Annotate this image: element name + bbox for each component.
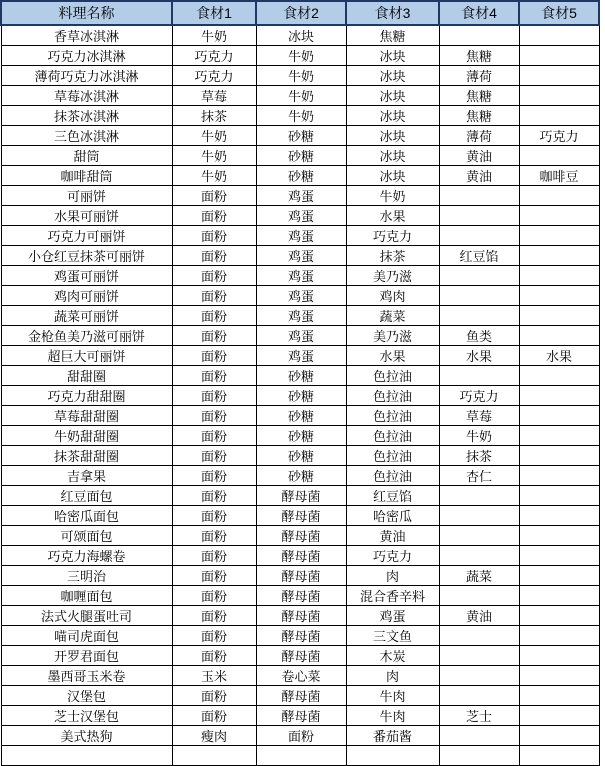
- ingredient-cell[interactable]: 木炭: [346, 646, 439, 666]
- ingredient-cell[interactable]: 肉: [346, 566, 439, 586]
- dish-name-cell[interactable]: 超巨大可丽饼: [1, 346, 172, 366]
- dish-name-cell[interactable]: 三色冰淇淋: [1, 126, 172, 146]
- ingredient-cell[interactable]: 酵母菌: [256, 686, 346, 706]
- ingredient-cell[interactable]: 砂糖: [256, 366, 346, 386]
- ingredient-cell[interactable]: 酵母菌: [256, 706, 346, 726]
- ingredient-cell[interactable]: 酵母菌: [256, 546, 346, 566]
- dish-name-cell[interactable]: 小仓红豆抹茶可丽饼: [1, 246, 172, 266]
- ingredient-cell[interactable]: [519, 106, 599, 126]
- ingredient-cell[interactable]: [519, 206, 599, 226]
- dish-name-cell[interactable]: 芝士汉堡包: [1, 706, 172, 726]
- ingredient-cell[interactable]: 面粉: [172, 326, 256, 346]
- column-header[interactable]: 料理名称: [1, 1, 172, 25]
- dish-name-cell[interactable]: 薄荷巧克力冰淇淋: [1, 66, 172, 86]
- ingredient-cell[interactable]: 面粉: [172, 266, 256, 286]
- ingredient-cell[interactable]: [519, 646, 599, 666]
- ingredient-cell[interactable]: 抹茶: [172, 106, 256, 126]
- table-row: [1, 426, 599, 446]
- table-row: [1, 106, 599, 126]
- table-row: [1, 366, 599, 386]
- dish-name-cell[interactable]: 甜筒: [1, 146, 172, 166]
- ingredient-cell[interactable]: 冰块: [346, 106, 439, 126]
- ingredient-cell[interactable]: 鸡蛋: [256, 306, 346, 326]
- ingredient-cell[interactable]: 薄荷: [439, 66, 519, 86]
- ingredient-cell[interactable]: [519, 506, 599, 526]
- ingredient-cell[interactable]: [519, 566, 599, 586]
- ingredient-cell[interactable]: 面粉: [172, 706, 256, 726]
- ingredient-cell[interactable]: 色拉油: [346, 366, 439, 386]
- dish-name-cell[interactable]: 红豆面包: [1, 486, 172, 506]
- ingredient-cell[interactable]: 玉米: [172, 666, 256, 686]
- ingredient-cell[interactable]: 巧克力: [346, 226, 439, 246]
- ingredient-cell[interactable]: 鸡蛋: [256, 186, 346, 206]
- dish-name-cell[interactable]: 巧克力海螺卷: [1, 546, 172, 566]
- ingredient-cell[interactable]: 色拉油: [346, 386, 439, 406]
- dish-name-cell[interactable]: 三明治: [1, 566, 172, 586]
- ingredient-cell[interactable]: 冰块: [346, 66, 439, 86]
- dish-name-cell[interactable]: 开罗君面包: [1, 646, 172, 666]
- ingredient-cell[interactable]: 砂糖: [256, 446, 346, 466]
- ingredient-cell[interactable]: 面粉: [172, 486, 256, 506]
- ingredient-cell[interactable]: 水果: [346, 206, 439, 226]
- dish-name-cell[interactable]: 巧克力冰淇淋: [1, 46, 172, 66]
- ingredient-cell[interactable]: 面粉: [172, 286, 256, 306]
- dish-name-cell[interactable]: 可丽饼: [1, 186, 172, 206]
- ingredient-cell[interactable]: 牛奶: [172, 146, 256, 166]
- ingredient-cell[interactable]: 三文鱼: [346, 626, 439, 646]
- ingredient-cell[interactable]: 面粉: [172, 586, 256, 606]
- ingredient-cell[interactable]: 面粉: [256, 726, 346, 746]
- column-header[interactable]: 食材5: [519, 1, 599, 25]
- table-row: [1, 526, 599, 546]
- dish-name-cell[interactable]: 甜甜圈: [1, 366, 172, 386]
- ingredient-cell[interactable]: 面粉: [172, 686, 256, 706]
- ingredient-cell[interactable]: [439, 506, 519, 526]
- dish-name-cell[interactable]: 蔬菜可丽饼: [1, 306, 172, 326]
- ingredient-cell[interactable]: [519, 86, 599, 106]
- ingredient-cell[interactable]: 面粉: [172, 506, 256, 526]
- ingredient-cell[interactable]: 咖啡豆: [519, 166, 599, 186]
- ingredient-cell[interactable]: [439, 646, 519, 666]
- ingredient-cell[interactable]: 面粉: [172, 426, 256, 446]
- ingredient-cell[interactable]: [519, 626, 599, 646]
- table-row: [1, 86, 599, 106]
- ingredient-cell[interactable]: 砂糖: [256, 166, 346, 186]
- ingredient-cell[interactable]: [519, 326, 599, 346]
- ingredient-cell[interactable]: 面粉: [172, 306, 256, 326]
- ingredient-cell[interactable]: 鸡蛋: [256, 206, 346, 226]
- ingredient-cell[interactable]: 酵母菌: [256, 586, 346, 606]
- ingredient-cell[interactable]: 红豆馅: [346, 486, 439, 506]
- dish-name-cell[interactable]: 巧克力可丽饼: [1, 226, 172, 246]
- ingredient-cell[interactable]: 鸡蛋: [256, 346, 346, 366]
- column-header[interactable]: 食材1: [172, 1, 256, 25]
- ingredient-cell[interactable]: [519, 526, 599, 546]
- dish-name-cell[interactable]: 金枪鱼美乃滋可丽饼: [1, 326, 172, 346]
- ingredient-cell[interactable]: 酵母菌: [256, 606, 346, 626]
- table-row: [1, 726, 599, 746]
- ingredient-cell[interactable]: 卷心菜: [256, 666, 346, 686]
- ingredient-cell[interactable]: 酵母菌: [256, 626, 346, 646]
- ingredient-cell[interactable]: 面粉: [172, 206, 256, 226]
- ingredient-cell[interactable]: 砂糖: [256, 466, 346, 486]
- table-row: [1, 406, 599, 426]
- dish-name-cell[interactable]: 美式热狗: [1, 726, 172, 746]
- dish-name-cell[interactable]: 草莓甜甜圈: [1, 406, 172, 426]
- ingredient-cell[interactable]: 混合香辛料: [346, 586, 439, 606]
- ingredient-cell[interactable]: 牛奶: [256, 86, 346, 106]
- ingredient-cell[interactable]: 巧克力: [172, 66, 256, 86]
- ingredient-cell[interactable]: [439, 186, 519, 206]
- ingredient-cell[interactable]: [519, 46, 599, 66]
- ingredient-cell[interactable]: 面粉: [172, 346, 256, 366]
- ingredient-cell[interactable]: 砂糖: [256, 386, 346, 406]
- table-row: [1, 166, 599, 186]
- table-row: [1, 346, 599, 366]
- ingredient-cell[interactable]: 水果: [519, 346, 599, 366]
- table-row: [1, 666, 599, 686]
- dish-name-cell[interactable]: 抹茶甜甜圈: [1, 446, 172, 466]
- ingredient-cell[interactable]: 蔬菜: [439, 566, 519, 586]
- ingredient-cell[interactable]: 色拉油: [346, 466, 439, 486]
- table-row: [1, 626, 599, 646]
- table-row: [1, 306, 599, 326]
- ingredient-cell[interactable]: 牛奶: [172, 166, 256, 186]
- ingredient-cell[interactable]: 焦糖: [439, 46, 519, 66]
- ingredient-cell[interactable]: 蔬菜: [346, 306, 439, 326]
- table-row: [1, 706, 599, 726]
- dish-name-cell[interactable]: 可颂面包: [1, 526, 172, 546]
- ingredient-cell[interactable]: 酵母菌: [256, 566, 346, 586]
- table-row: [1, 466, 599, 486]
- ingredient-cell[interactable]: 巧克力: [519, 126, 599, 146]
- ingredient-cell[interactable]: [439, 266, 519, 286]
- ingredient-cell[interactable]: [439, 366, 519, 386]
- table-row: [1, 25, 599, 46]
- ingredient-cell[interactable]: 冰块: [256, 25, 346, 46]
- ingredient-cell[interactable]: 红豆馅: [439, 246, 519, 266]
- ingredient-cell[interactable]: [519, 366, 599, 386]
- dish-name-cell[interactable]: 墨西哥玉米卷: [1, 666, 172, 686]
- table-row: [1, 326, 599, 346]
- ingredient-cell[interactable]: 巧克力: [172, 46, 256, 66]
- ingredient-cell[interactable]: 巧克力: [439, 386, 519, 406]
- ingredient-cell[interactable]: 鸡蛋: [256, 246, 346, 266]
- ingredient-cell[interactable]: 牛奶: [172, 126, 256, 146]
- ingredient-cell[interactable]: 面粉: [172, 186, 256, 206]
- ingredient-cell[interactable]: 冰块: [346, 126, 439, 146]
- ingredient-cell[interactable]: [519, 266, 599, 286]
- ingredient-cell[interactable]: 牛奶: [256, 106, 346, 126]
- dish-name-cell[interactable]: 巧克力甜甜圈: [1, 386, 172, 406]
- ingredient-cell[interactable]: [439, 546, 519, 566]
- column-header[interactable]: 食材4: [439, 1, 519, 25]
- dish-name-cell[interactable]: 抹茶冰淇淋: [1, 106, 172, 126]
- ingredient-cell[interactable]: 哈密瓜: [346, 506, 439, 526]
- ingredient-cell[interactable]: 面粉: [172, 466, 256, 486]
- ingredient-cell[interactable]: [439, 686, 519, 706]
- ingredient-cell[interactable]: 牛奶: [256, 66, 346, 86]
- ingredient-cell[interactable]: 面粉: [172, 566, 256, 586]
- ingredient-cell[interactable]: 薄荷: [439, 126, 519, 146]
- ingredient-cell[interactable]: [519, 706, 599, 726]
- ingredient-cell[interactable]: 面粉: [172, 626, 256, 646]
- ingredient-cell[interactable]: [519, 546, 599, 566]
- ingredient-cell[interactable]: 牛肉: [346, 706, 439, 726]
- ingredient-cell[interactable]: 草莓: [439, 406, 519, 426]
- table-row: [1, 186, 599, 206]
- ingredient-cell[interactable]: 抹茶: [346, 246, 439, 266]
- ingredient-cell[interactable]: 美乃滋: [346, 326, 439, 346]
- dish-name-cell[interactable]: 鸡肉可丽饼: [1, 286, 172, 306]
- ingredient-cell[interactable]: 牛肉: [346, 686, 439, 706]
- table-row: [1, 66, 599, 86]
- ingredient-cell[interactable]: 面粉: [172, 246, 256, 266]
- ingredient-cell[interactable]: [519, 726, 599, 746]
- ingredient-cell[interactable]: 酵母菌: [256, 526, 346, 546]
- table-row: [1, 446, 599, 466]
- ingredient-cell[interactable]: 草莓: [172, 86, 256, 106]
- ingredient-cell[interactable]: 面粉: [172, 446, 256, 466]
- dish-name-cell[interactable]: 吉拿果: [1, 466, 172, 486]
- ingredient-cell[interactable]: 砂糖: [256, 406, 346, 426]
- column-header[interactable]: 食材2: [256, 1, 346, 25]
- ingredient-cell[interactable]: [519, 406, 599, 426]
- table-row: [1, 126, 599, 146]
- ingredient-cell[interactable]: 水果: [346, 346, 439, 366]
- dish-name-cell[interactable]: 咖啡甜筒: [1, 166, 172, 186]
- ingredient-cell[interactable]: [439, 586, 519, 606]
- ingredient-cell[interactable]: 番茄酱: [346, 726, 439, 746]
- ingredient-cell[interactable]: 牛奶: [346, 186, 439, 206]
- ingredient-cell[interactable]: 砂糖: [256, 146, 346, 166]
- ingredient-cell[interactable]: 抹茶: [439, 446, 519, 466]
- ingredient-cell[interactable]: [439, 626, 519, 646]
- ingredient-cell[interactable]: 芝士: [439, 706, 519, 726]
- ingredient-cell[interactable]: [519, 306, 599, 326]
- ingredient-cell[interactable]: 牛奶: [439, 426, 519, 446]
- ingredient-cell[interactable]: [519, 466, 599, 486]
- table-row: [1, 286, 599, 306]
- dish-name-cell[interactable]: 牛奶甜甜圈: [1, 426, 172, 446]
- table-header: [1, 1, 599, 25]
- ingredient-cell[interactable]: [519, 286, 599, 306]
- table-row: [1, 586, 599, 606]
- ingredient-cell[interactable]: [439, 206, 519, 226]
- ingredient-cell[interactable]: [519, 146, 599, 166]
- ingredient-cell[interactable]: [519, 686, 599, 706]
- ingredient-cell[interactable]: 面粉: [172, 226, 256, 246]
- dish-name-cell[interactable]: 香草冰淇淋: [1, 25, 172, 46]
- ingredient-cell[interactable]: 牛奶: [256, 46, 346, 66]
- ingredient-cell[interactable]: 冰块: [346, 146, 439, 166]
- dish-name-cell[interactable]: 喵司虎面包: [1, 626, 172, 646]
- ingredient-cell[interactable]: [519, 426, 599, 446]
- dish-name-cell[interactable]: 法式火腿蛋吐司: [1, 606, 172, 626]
- ingredient-cell[interactable]: 砂糖: [256, 426, 346, 446]
- ingredient-cell[interactable]: 美乃滋: [346, 266, 439, 286]
- ingredient-cell[interactable]: 面粉: [172, 366, 256, 386]
- ingredient-cell[interactable]: [439, 226, 519, 246]
- ingredient-cell[interactable]: 冰块: [346, 86, 439, 106]
- ingredient-cell[interactable]: 面粉: [172, 406, 256, 426]
- table-row: [1, 546, 599, 566]
- ingredient-cell[interactable]: 焦糖: [346, 25, 439, 46]
- ingredient-cell[interactable]: 肉: [346, 666, 439, 686]
- table-row: [1, 226, 599, 246]
- ingredient-cell[interactable]: 色拉油: [346, 446, 439, 466]
- dish-name-cell[interactable]: 草莓冰淇淋: [1, 86, 172, 106]
- ingredient-cell[interactable]: [439, 486, 519, 506]
- ingredient-cell[interactable]: 面粉: [172, 546, 256, 566]
- ingredient-cell[interactable]: [519, 226, 599, 246]
- ingredient-cell[interactable]: 鸡蛋: [256, 326, 346, 346]
- column-header[interactable]: 食材3: [346, 1, 439, 25]
- ingredient-cell[interactable]: [519, 246, 599, 266]
- table-row: [1, 606, 599, 626]
- ingredient-cell[interactable]: 黄油: [346, 526, 439, 546]
- ingredient-cell[interactable]: [519, 446, 599, 466]
- ingredient-cell[interactable]: 焦糖: [439, 106, 519, 126]
- ingredient-cell[interactable]: 鸡蛋: [256, 286, 346, 306]
- table-row: [1, 146, 599, 166]
- ingredient-cell[interactable]: 黄油: [439, 606, 519, 626]
- table-row: [1, 246, 599, 266]
- ingredient-cell[interactable]: 酵母菌: [256, 506, 346, 526]
- ingredient-cell[interactable]: [519, 586, 599, 606]
- table-row: [1, 686, 599, 706]
- dish-name-cell[interactable]: 哈密瓜面包: [1, 506, 172, 526]
- ingredient-cell[interactable]: 面粉: [172, 646, 256, 666]
- table-row: [1, 486, 599, 506]
- ingredient-cell[interactable]: 巧克力: [346, 546, 439, 566]
- ingredient-cell[interactable]: [519, 66, 599, 86]
- ingredient-cell[interactable]: [519, 666, 599, 686]
- dish-name-cell[interactable]: 水果可丽饼: [1, 206, 172, 226]
- ingredient-cell[interactable]: 鸡蛋: [256, 266, 346, 286]
- ingredient-cell[interactable]: 鸡肉: [346, 286, 439, 306]
- ingredient-cell[interactable]: 焦糖: [439, 86, 519, 106]
- table-body: [1, 25, 599, 766]
- ingredient-cell[interactable]: 面粉: [172, 526, 256, 546]
- ingredient-cell[interactable]: [519, 386, 599, 406]
- ingredient-cell[interactable]: [519, 486, 599, 506]
- ingredient-cell[interactable]: [519, 606, 599, 626]
- ingredient-cell[interactable]: 黄油: [439, 146, 519, 166]
- ingredient-cell[interactable]: 酵母菌: [256, 646, 346, 666]
- ingredient-cell[interactable]: [439, 25, 519, 46]
- ingredient-cell[interactable]: 砂糖: [256, 126, 346, 146]
- ingredient-cell[interactable]: 酵母菌: [256, 486, 346, 506]
- table-row: [1, 206, 599, 226]
- ingredient-cell[interactable]: [439, 286, 519, 306]
- table-row: [1, 46, 599, 66]
- ingredient-cell[interactable]: [439, 306, 519, 326]
- dish-name-cell[interactable]: 咖喱面包: [1, 586, 172, 606]
- ingredient-cell[interactable]: [439, 526, 519, 546]
- ingredient-cell[interactable]: 冰块: [346, 46, 439, 66]
- ingredient-cell[interactable]: [519, 25, 599, 46]
- ingredient-cell[interactable]: 鸡蛋: [256, 226, 346, 246]
- ingredient-cell[interactable]: 杏仁: [439, 466, 519, 486]
- ingredient-cell[interactable]: 色拉油: [346, 406, 439, 426]
- header-row: [1, 1, 599, 25]
- dish-name-cell[interactable]: 汉堡包: [1, 686, 172, 706]
- ingredient-cell[interactable]: [519, 186, 599, 206]
- table-row: [1, 646, 599, 666]
- ingredient-cell[interactable]: 面粉: [172, 606, 256, 626]
- table-row: [1, 506, 599, 526]
- ingredient-cell[interactable]: 冰块: [346, 166, 439, 186]
- ingredient-cell[interactable]: 牛奶: [172, 25, 256, 46]
- ingredient-cell[interactable]: [439, 726, 519, 746]
- ingredient-cell[interactable]: 水果: [439, 346, 519, 366]
- ingredient-cell[interactable]: 面粉: [172, 386, 256, 406]
- ingredient-cell[interactable]: 鸡蛋: [346, 606, 439, 626]
- ingredient-cell[interactable]: 色拉油: [346, 426, 439, 446]
- table-row: [1, 266, 599, 286]
- dish-name-cell[interactable]: 鸡蛋可丽饼: [1, 266, 172, 286]
- ingredient-cell[interactable]: 鱼类: [439, 326, 519, 346]
- table-row: [1, 566, 599, 586]
- ingredient-cell[interactable]: [439, 666, 519, 686]
- ingredient-cell[interactable]: 黄油: [439, 166, 519, 186]
- table-row: [1, 386, 599, 406]
- ingredient-cell[interactable]: 瘦肉: [172, 726, 256, 746]
